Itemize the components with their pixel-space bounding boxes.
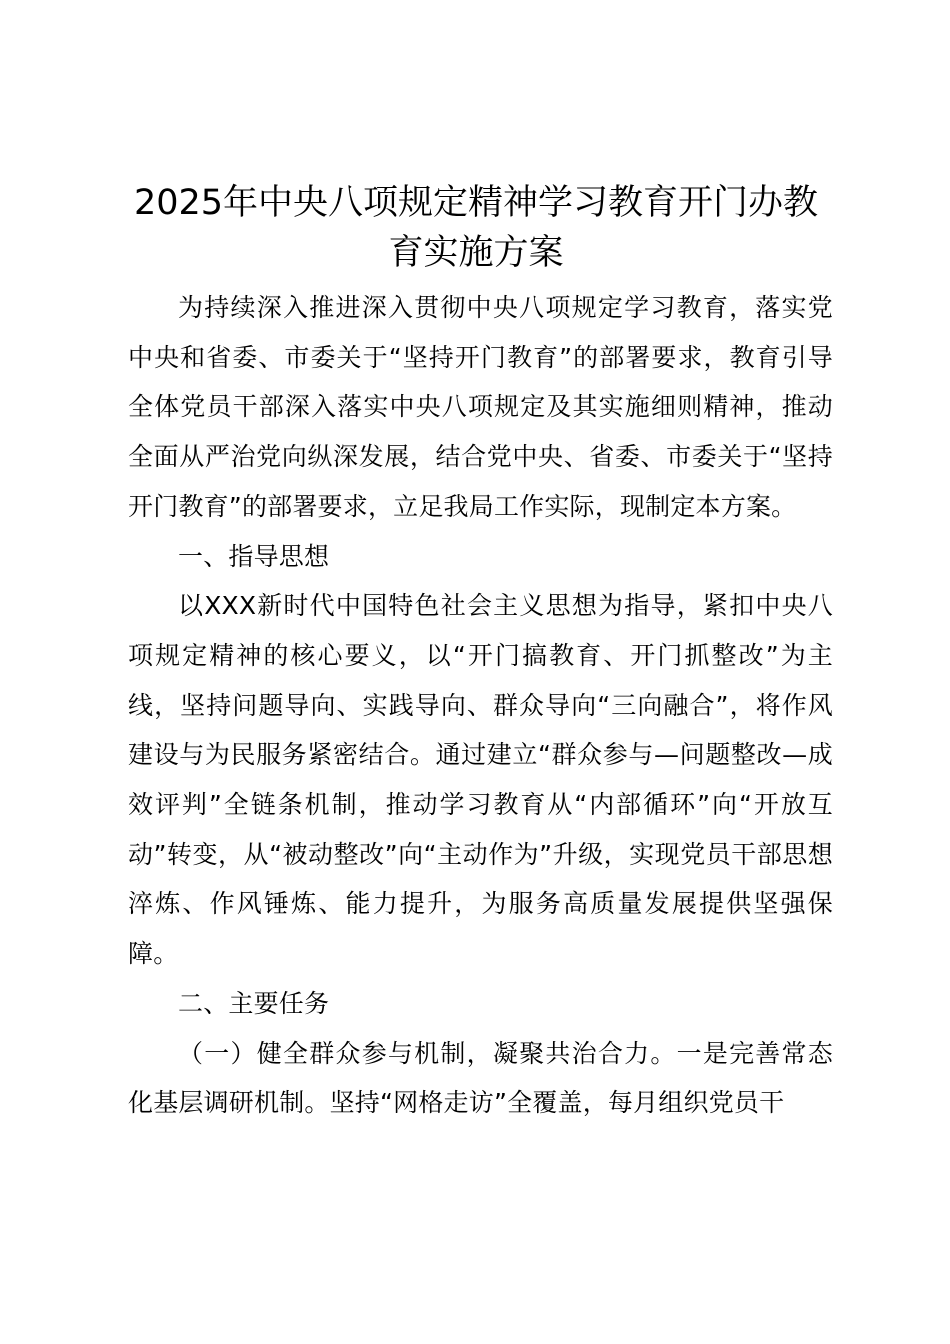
document-title: 2025年中央八项规定精神学习教育开门办教育实施方案 [133, 183, 819, 273]
section-heading-guiding-ideology: 一、指导思想 [178, 541, 330, 571]
section-heading-main-tasks: 二、主要任务 [178, 988, 330, 1018]
main-tasks-paragraph: （一）健全群众参与机制，凝聚共治合力。一是完善常态化基层调研机制。坚持“网格走访”全覆盖，每月组织党员干 [128, 1038, 833, 1118]
guiding-ideology-paragraph: 以XXX新时代中国特色社会主义思想为指导，紧扣中央八项规定精神的核心要义，以“开门搞教育、开门抓整改”为主线，坚持问题导向、实践导向、群众导向“三向融合”，将作风建设与为民服务紧密结合。通过建立“群众参与—问题整改—成效评判”全链条机制，推动学习教育从“内部循环”向“开放互动”转变，从“被动整改”向“主动作为”升级，实现党员干部思想淬炼、作风锤炼、能力提升，为服务高质量发展提供坚强保障。 [128, 591, 833, 969]
document-body [128, 283, 833, 1128]
intro-paragraph: 为持续深入推进深入贯彻中央八项规定学习教育，落实党中央和省委、市委关于“坚持开门教育”的部署要求，教育引导全体党员干部深入落实中央八项规定及其实施细则精神，推动全面从严治党向纵深发展，结合党中央、省委、市委关于“坚持开门教育”的部署要求，立足我局工作实际，现制定本方案。 [128, 293, 833, 521]
